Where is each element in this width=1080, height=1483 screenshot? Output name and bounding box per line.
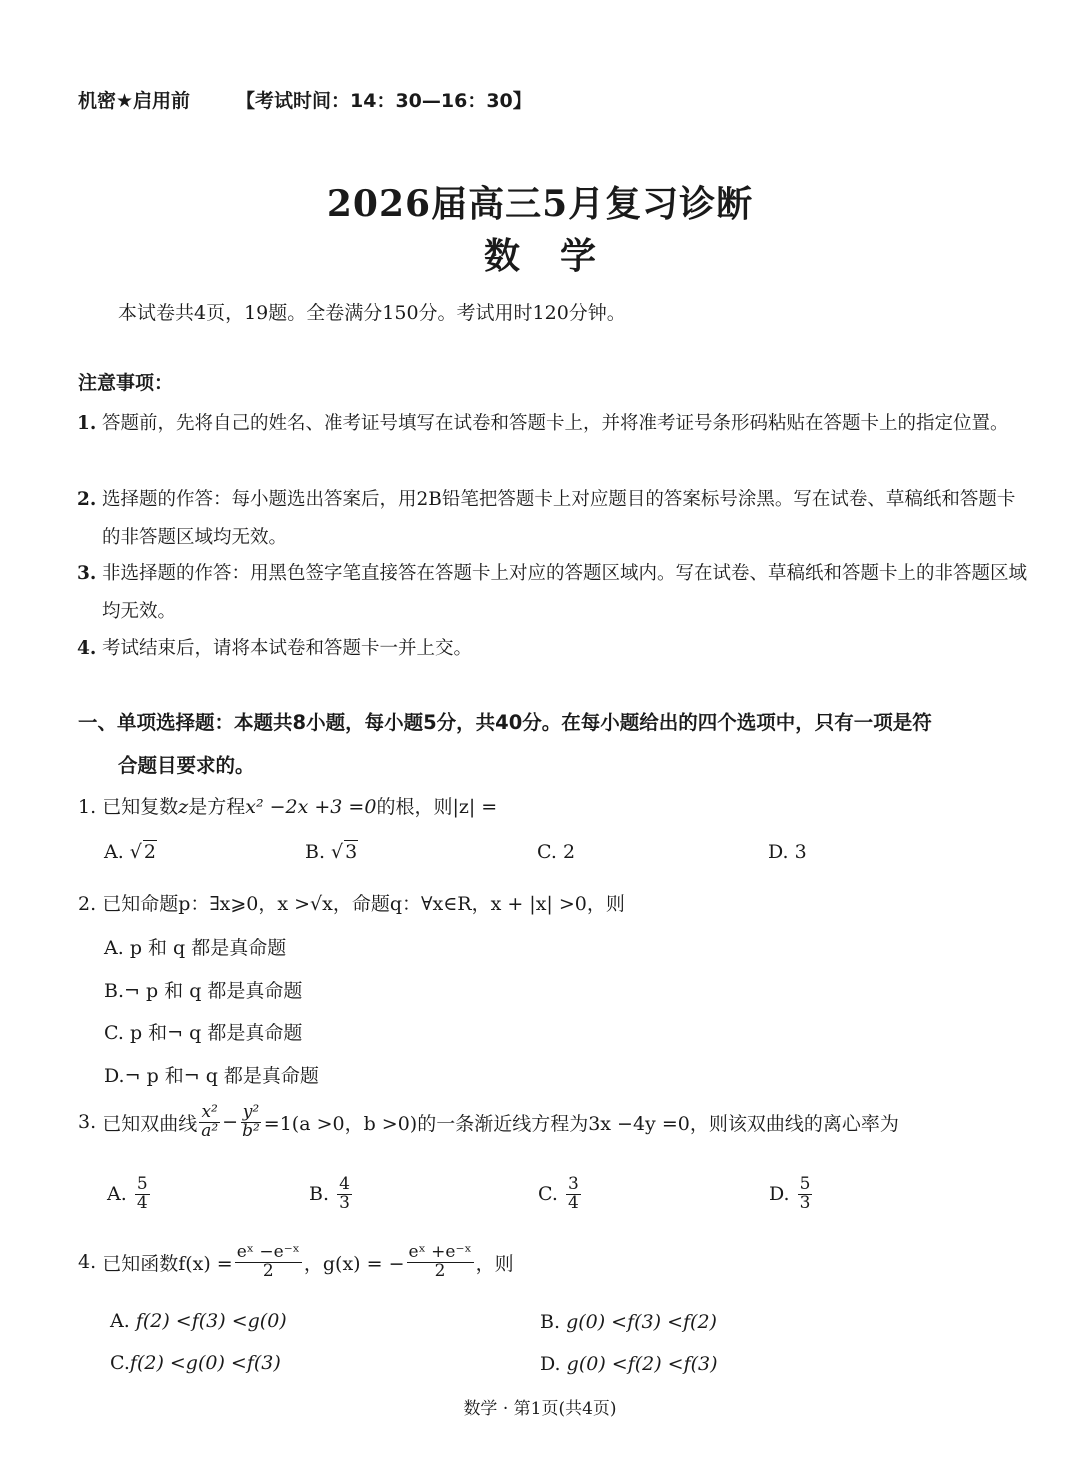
question-2	[78, 889, 625, 916]
notice-item-4	[77, 630, 1032, 668]
option-text: f(2) <f(3) <g(0)	[135, 1310, 287, 1332]
question-var: z	[178, 796, 189, 818]
q2-option-c	[104, 1018, 302, 1045]
option-label: B.	[309, 1183, 330, 1206]
option-label: D.	[104, 1065, 125, 1087]
option-fraction	[798, 1176, 813, 1213]
fraction-numerator: 5	[799, 1174, 811, 1194]
fraction-x2-a2	[199, 1104, 220, 1141]
question-number: 1.	[78, 796, 97, 818]
fraction-denominator: 4	[567, 1192, 579, 1213]
fraction-denominator: a²	[201, 1120, 219, 1141]
notice-text: 答题前，先将自己的姓名、准考证号填写在试卷和答题卡上，并将准考证号条形码粘贴在答题卡上的指定位置。	[102, 413, 1009, 434]
option-label: C.	[537, 841, 557, 863]
option-text: g(0) <f(3) <f(2)	[566, 1311, 717, 1333]
q3-option-a	[107, 1176, 152, 1213]
question-text-mid: 是方程	[188, 796, 246, 818]
question-number: 2.	[78, 893, 97, 915]
question-text-post: 的根，则|z| =	[376, 796, 498, 818]
fraction-g	[407, 1244, 474, 1281]
option-label: D.	[769, 1183, 790, 1206]
fraction-denominator: 3	[799, 1192, 811, 1213]
exam-intro: 本试卷共4页，19题。全卷满分150分。考试用时120分钟。	[118, 302, 626, 324]
q4-option-b	[540, 1311, 717, 1333]
question-1	[78, 792, 497, 819]
notice-num: 3.	[77, 563, 97, 584]
q4-option-c	[110, 1352, 281, 1374]
option-text: f(2) <g(0) <f(3)	[129, 1352, 281, 1374]
exam-title: 2026届高三5月复习诊断	[326, 183, 754, 225]
question-text-post: =1(a >0，b >0)的一条渐近线方程为3x −4y =0，则该双曲线的离心率为	[263, 1112, 899, 1135]
question-4	[78, 1244, 514, 1281]
fraction-numerator: 5	[136, 1174, 148, 1194]
notice-item-3	[77, 555, 1032, 631]
question-number: 4.	[78, 1251, 97, 1274]
fraction-numerator: y²	[242, 1102, 260, 1122]
question-stem: 已知命题p：∃x⩾0，x >√x，命题q：∀x∈R，x + |x| >0，则	[102, 893, 625, 915]
option-label: D.	[540, 1353, 561, 1375]
option-fraction	[337, 1176, 352, 1213]
option-text: ¬ p 和 q 都是真命题	[124, 980, 303, 1002]
option-text: g(0) <f(2) <f(3)	[566, 1353, 718, 1375]
option-label: A.	[104, 841, 124, 863]
question-text-pre: 已知复数	[102, 796, 179, 818]
notice-title: 注意事项：	[78, 372, 174, 394]
section-heading-line1: 一、单项选择题：本题共8小题，每小题5分，共40分。在每小题给出的四个选项中，只有一项是符	[78, 711, 932, 734]
notice-num: 2.	[77, 489, 97, 510]
option-value: 3	[345, 841, 358, 863]
q1-option-c	[537, 841, 575, 863]
fraction-y2-b2	[240, 1104, 262, 1141]
section-heading-line2: 合题目要求的。	[118, 754, 255, 777]
q4-option-a	[110, 1310, 287, 1332]
q3-option-c	[538, 1176, 583, 1213]
subject-title: 数学	[483, 235, 636, 277]
fraction-denominator: 2	[434, 1260, 446, 1281]
option-text: p 和¬ q 都是真命题	[129, 1022, 303, 1044]
fraction-numerator: 3	[567, 1174, 579, 1194]
q1-option-d	[768, 841, 807, 863]
option-label: D.	[768, 841, 789, 863]
option-value: 3	[794, 841, 807, 863]
fraction-denominator: 2	[262, 1260, 274, 1281]
question-3	[78, 1104, 899, 1141]
fraction-numerator: eˣ +e⁻ˣ	[408, 1242, 472, 1262]
option-label: C.	[104, 1022, 124, 1044]
minus-sign: −	[222, 1111, 239, 1134]
fraction-denominator: 4	[136, 1192, 148, 1213]
page-footer: 数学 · 第1页(共4页)	[463, 1399, 617, 1419]
confidential-label: 机密★启用前	[78, 90, 191, 112]
option-label: A.	[104, 937, 124, 959]
fraction-numerator: x²	[201, 1102, 218, 1122]
q3-option-b	[309, 1176, 354, 1213]
notice-num: 1.	[77, 413, 97, 434]
option-value: 2	[143, 841, 157, 863]
option-label: C.	[110, 1352, 130, 1374]
option-fraction	[566, 1176, 581, 1213]
option-fraction	[135, 1176, 150, 1213]
option-label: A.	[110, 1310, 130, 1332]
option-value: 2	[562, 841, 576, 863]
fraction-numerator: 4	[339, 1174, 350, 1194]
option-label: B.	[305, 841, 326, 863]
option-label: A.	[107, 1183, 127, 1206]
notice-text: 考试结束后，请将本试卷和答题卡一并上交。	[102, 638, 473, 659]
notice-text: 选择题的作答：每小题选出答案后，用2B铅笔把答题卡上对应题目的答案标号涂黑。写在试卷、草稿纸和答题卡的非答题区域均无效。	[102, 489, 1016, 548]
exam-time: 【考试时间：14：30—16：30】	[236, 90, 532, 112]
fraction-denominator: b²	[242, 1120, 260, 1141]
question-equation: x² −2x +3 =0	[245, 796, 377, 818]
q1-option-a: A. √ 2	[104, 841, 157, 863]
notice-item-1	[77, 405, 1032, 443]
question-number: 3.	[78, 1111, 97, 1134]
notice-item-2	[77, 481, 1032, 557]
q2-option-d	[104, 1061, 319, 1088]
q3-option-d	[769, 1176, 814, 1213]
question-text-pre: 已知双曲线	[102, 1112, 198, 1135]
question-text-mid: ，g(x) = −	[303, 1252, 405, 1275]
option-label: C.	[538, 1183, 558, 1206]
q4-option-d	[540, 1353, 718, 1375]
fraction-numerator: eˣ −e⁻ˣ	[236, 1242, 300, 1262]
question-text-pre: 已知函数f(x) =	[102, 1252, 233, 1275]
fraction-denominator: 3	[339, 1192, 350, 1213]
option-text: p 和 q 都是真命题	[129, 937, 287, 959]
q1-option-b: B. √ 3	[305, 841, 358, 863]
notice-text: 非选择题的作答：用黑色签字笔直接答在答题卡上对应的答题区域内。写在试卷、草稿纸和答题卡上的非答题区域均无效。	[102, 563, 1028, 622]
option-label: B.	[104, 980, 125, 1002]
option-text: ¬ p 和¬ q 都是真命题	[124, 1065, 319, 1087]
q2-option-a	[104, 933, 286, 960]
option-label: B.	[540, 1311, 561, 1333]
question-text-post: ，则	[475, 1252, 514, 1275]
fraction-f	[235, 1244, 302, 1281]
q2-option-b	[104, 976, 302, 1003]
notice-num: 4.	[77, 638, 97, 659]
